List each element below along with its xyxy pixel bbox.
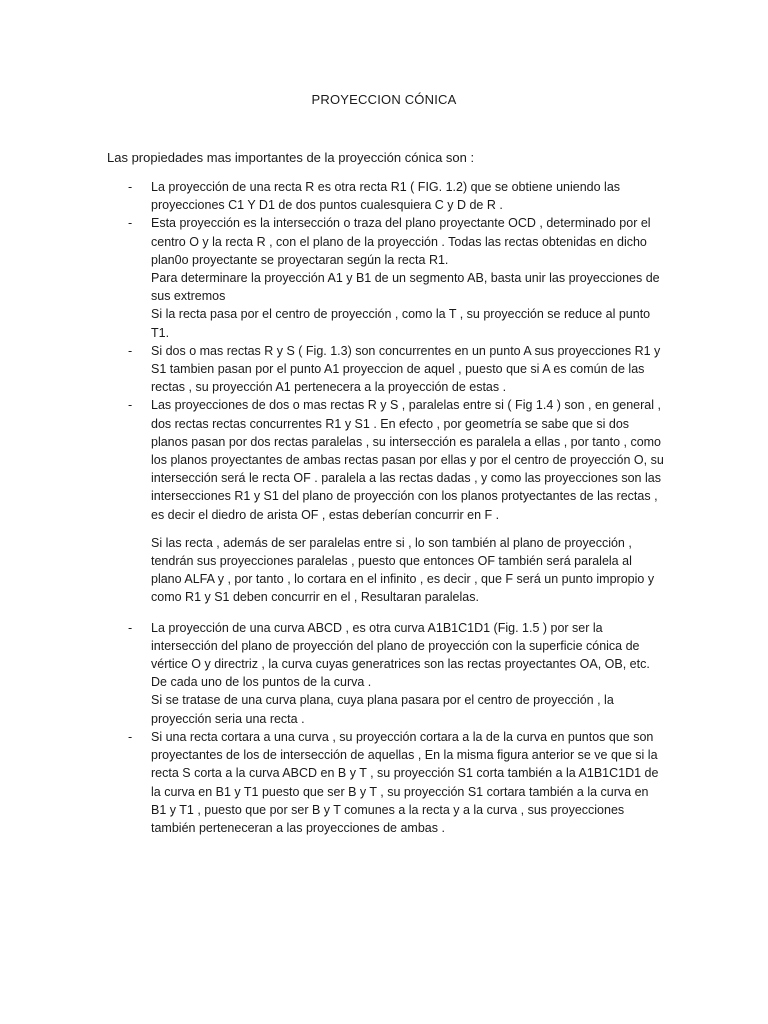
list-item-paragraph: La proyección de una curva ABCD , es otra curva A1B1C1D1 (Fig. 1.5 ) por ser la intersección del plano de proyección del plano de proyección con la superficie cónica de vértice O y directriz , la curva cuyas generatrices son las rectas proyectantes OA, OB, etc. De cada uno de los puntos de la curva .: [151, 620, 650, 690]
bullet-dash: -: [128, 620, 133, 635]
list-item-paragraph: Si las recta , además de ser paralelas entre si , lo son también al plano de proyección , tendrán sus proyecciones paralelas , puesto que entonces OF también será paralela al plano ALFA y , por tanto , lo cortara en el infinito , es decir , que F será un punto impropio y como R1 y S1 deben concurrir en el , Resultaran paralelas.: [151, 535, 655, 605]
list-item: [128, 342, 664, 397]
list-item-paragraph: Si la recta pasa por el centro de proyección , como la T , su proyección se reduce al punto T1.: [151, 307, 651, 340]
list-item-paragraph: Si una recta cortara a una curva , su proyección cortara a la de la curva en puntos que son proyectantes de los de intersección de aquellas , En la misma figura anterior se ve que si la recta S corta a la curva ABCD en B y T , su proyección S1 corta también a la A1B1C1D1 de la curva en B1 y T1 puesto que ser B y T , su proyección S1 cortara también a la curva en B1 y T1 , puesto que por ser B y T comunes a la recta y a la curva , sus proyecciones también perteneceran a las proyecciones de ambas .: [151, 729, 659, 835]
bullet-dash: -: [128, 180, 133, 194]
list-item-paragraph: Para determinare la proyección A1 y B1 de un segmento AB, basta unir las proyecciones de sus extremos: [151, 271, 660, 304]
bullet-dash: -: [128, 343, 133, 358]
list-item: [128, 178, 664, 214]
list-item: [128, 619, 664, 728]
page-title: PROYECCION CÓNICA: [311, 92, 457, 107]
bullet-dash: -: [128, 729, 133, 744]
properties-list: [128, 178, 664, 837]
bullet-dash: -: [128, 216, 133, 231]
list-item: [128, 728, 664, 837]
list-item: [128, 396, 664, 606]
list-item: [128, 214, 664, 341]
list-item-paragraph: La proyección de una recta R es otra recta R1 ( FIG. 1.2) que se obtiene uniendo las proyecciones C1 Y D1 de dos puntos cualesquiera C y D de R .: [151, 180, 621, 213]
list-item-paragraph: Las proyecciones de dos o mas rectas R y S , paralelas entre si ( Fig 1.4 ) son , en general , dos rectas rectas concurrentes R1 y S1 . En efecto , por geometría se sabe que si dos planos pasan por dos rectas paralelas , su intersección es paralela a ellas , por tanto , como los planos proyectantes de ambas rectas pasan por ellas y por el centro de proyección O, su intersección será le recta OF . paralela a las rectas dadas , y como las proyecciones son las intersecciones R1 y S1 del plano de proyección con los planos protyectantes de las rectas , es decir el diedro de arista OF , estas deberían concurrir en F .: [151, 398, 664, 522]
list-item-paragraph: Si se tratase de una curva plana, cuya plana pasara por el centro de proyección , la proyección seria una recta .: [151, 693, 614, 726]
list-item-paragraph: Si dos o mas rectas R y S ( Fig. 1.3) son concurrentes en un punto A sus proyecciones R1 y S1 tambien pasan por el punto A1 proyeccion de aquel , puesto que si A es común de las rectas , su proyección A1 pertenecera a la proyección de estas .: [151, 343, 661, 395]
list-item-paragraph: Esta proyección es la intersección o traza del plano proyectante OCD , determinado por el centro O y la recta R , con el plano de la proyección . Todas las rectas obtenidas en dicho plan0o proyectante se proyectaran según la recta R1.: [151, 216, 651, 267]
bullet-dash: -: [128, 398, 133, 413]
intro-text: Las propiedades mas importantes de la proyección cónica son :: [107, 150, 475, 165]
